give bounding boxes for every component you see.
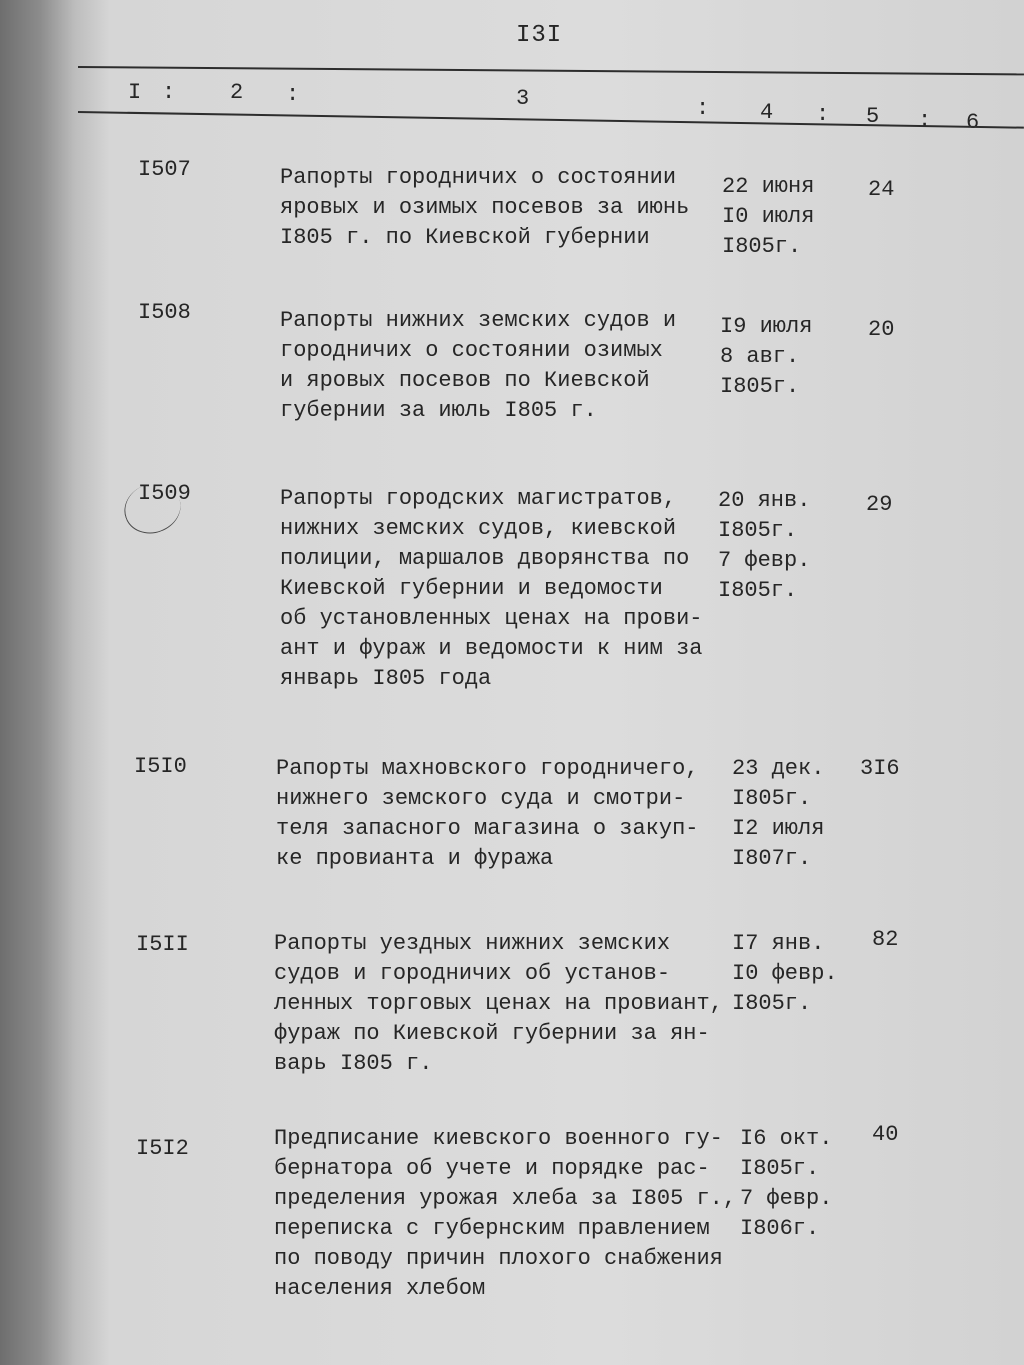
column-header-2: 2 [230,80,244,105]
column-header-6: 6 [966,110,980,135]
date-line: I805г. [718,578,798,603]
page-number: I3I [516,22,563,49]
column-header-4: 4 [760,100,774,125]
record-count: 82 [872,927,899,952]
record-description [280,306,740,426]
description-line: фураж по Киевской губернии за ян- [274,1021,710,1046]
description-line: и яровых посевов по Киевской [280,368,650,393]
description-line: Рапорты махновского городничего, [276,756,699,781]
column-separator: : [286,82,300,107]
description-line: ке провианта и фуража [276,846,554,871]
description-line: переписка с губернским правлением [274,1216,710,1241]
description-line: Рапорты нижних земских судов и [280,308,677,333]
record-description [276,754,736,874]
description-line: населения хлебом [274,1276,486,1301]
record-count: 29 [866,492,893,517]
description-line: городничих о состоянии озимых [280,338,663,363]
date-line: I6 окт. [740,1126,833,1151]
record-dates [718,486,810,606]
description-line: Рапорты городничих о состоянии [280,165,677,190]
date-line: 7 февр. [740,1186,833,1211]
description-line: по поводу причин плохого снабжения [274,1246,723,1271]
column-header-1: I [128,80,142,105]
column-separator: : [816,102,830,127]
record-dates [732,929,838,1019]
description-line: губернии за июль I805 г. [280,398,597,423]
date-line: I807г. [732,846,812,871]
record-dates [732,754,824,874]
record-count: 40 [872,1122,899,1147]
record-number: I5I2 [136,1136,189,1161]
column-separator: : [162,80,176,105]
record-dates [720,312,812,402]
record-dates [722,172,814,262]
description-line: бернатора об учете и порядке рас- [274,1156,710,1181]
record-number: I508 [138,300,191,325]
record-number: I5I0 [134,754,187,779]
date-line: 8 авг. [720,344,800,369]
description-line: судов и городничих об установ- [274,961,671,986]
description-line: I805 г. по Киевской губернии [280,225,650,250]
description-line: яровых и озимых посевов за июнь [280,195,690,220]
date-line: I0 февр. [732,961,838,986]
column-header-5: 5 [866,104,880,129]
description-line: Рапорты уездных нижних земских [274,931,671,956]
column-separator: : [696,96,710,121]
record-description [274,929,734,1079]
header-top-rule [78,66,1024,75]
record-number: I507 [138,157,191,182]
description-line: январь I805 года [280,666,492,691]
date-line: I0 июля [722,204,815,229]
record-description [274,1124,754,1304]
description-line: Рапорты городских магистратов, [280,486,677,511]
date-line: 22 июня [722,174,815,199]
column-header-3: 3 [516,86,530,111]
date-line: I7 янв. [732,931,825,956]
description-line: пределения урожая хлеба за I805 г., [274,1186,737,1211]
date-line: I806г. [740,1216,820,1241]
record-description [280,163,740,253]
date-line: I805г. [732,786,812,811]
column-separator: : [918,108,932,133]
description-line: нижнего земского суда и смотри- [276,786,686,811]
date-line: I805г. [732,991,812,1016]
description-line: ант и фураж и ведомости к ним за [280,636,703,661]
header-bottom-rule [78,111,1024,129]
description-line: теля запасного магазина о закуп- [276,816,699,841]
description-line: варь I805 г. [274,1051,433,1076]
date-line: 20 янв. [718,488,811,513]
date-line: I805г. [722,234,802,259]
date-line: I2 июля [732,816,825,841]
description-line: об установленных ценах на прови- [280,606,703,631]
date-line: I805г. [740,1156,820,1181]
record-number: I509 [138,481,191,506]
record-count: 3I6 [860,756,900,781]
description-line: нижних земских судов, киевской [280,516,677,541]
description-line: Предписание киевского военного гу- [274,1126,723,1151]
record-count: 20 [868,317,895,342]
record-description [280,484,740,694]
record-count: 24 [868,177,895,202]
date-line: I805г. [718,518,798,543]
description-line: Киевской губернии и ведомости [280,576,663,601]
date-line: I805г. [720,374,800,399]
record-dates [740,1124,832,1244]
date-line: 7 февр. [718,548,811,573]
record-number: I5II [136,932,189,957]
description-line: ленных торговых ценах на провиант, [274,991,723,1016]
date-line: 23 дек. [732,756,825,781]
date-line: I9 июля [720,314,813,339]
description-line: полиции, маршалов дворянства по [280,546,690,571]
